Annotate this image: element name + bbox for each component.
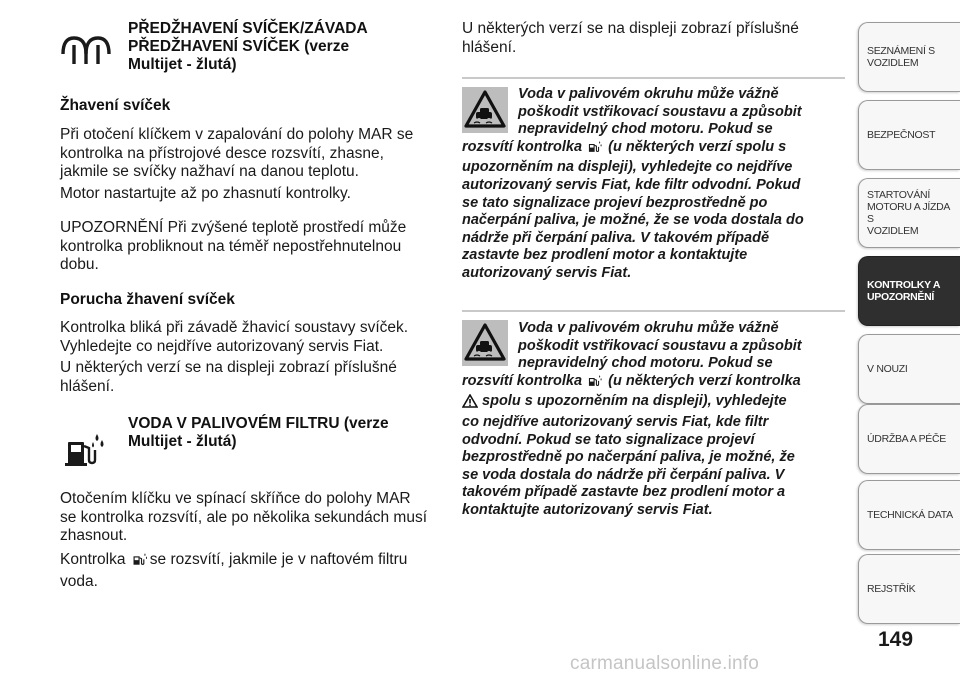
glow-plug-icon xyxy=(60,30,112,75)
tab-bezpecnost[interactable]: BEZPEČNOST xyxy=(858,100,960,170)
warning-water-fuel-1: Voda v palivovém okruhu může vážně poškodit vstřikovací soustavu a způsobit nepravidelný chod motoru. Pokud se rozsvítí kontrolka (u některých verzí spolu s upozorněním na displeji), vyhledejte co nejdříve autorizovaný servis Fiat, kde filtr odvodní. Pokud se tato signalizace projeví bezprostředně po načerpání paliva, je možné, že se voda dostala do nádrže při čerpání paliva. V takovém případě zastavte bez prodlení motor a kontaktujte autorizovaný servis Fiat. xyxy=(462,86,804,281)
section-heading-glow-plugs: PŘEDŽHAVENÍ SVÍČEK/ZÁVADA PŘEDŽHAVENÍ SVÍČEK (verze Multijet - žlutá) xyxy=(128,20,368,73)
page-number: 149 xyxy=(878,628,914,651)
water-in-fuel-icon xyxy=(586,373,604,394)
paragraph-notice: UPOZORNĚNÍ Při zvýšené teplotě prostředí může kontrolka probliknout na téměř nepostřehnutelnou dobu. xyxy=(60,219,407,273)
tab-seznameni-s-vozidlem[interactable]: SEZNÁMENÍ S VOZIDLEM xyxy=(858,22,960,92)
warning-separator xyxy=(462,310,845,312)
tab-rejstrik[interactable]: REJSTŘÍK xyxy=(858,554,960,624)
warning-separator xyxy=(462,77,845,79)
paragraph-intro: U některých verzí se na displeji zobrazí příslušné hlášení. xyxy=(462,20,799,56)
tab-technicka-data[interactable]: TECHNICKÁ DATA xyxy=(858,480,960,550)
subheading-glow-plug-heating: Žhavení svíček xyxy=(60,97,171,114)
paragraph-start-engine: Motor nastartujte až po zhasnutí kontrolky. xyxy=(60,185,351,202)
water-in-fuel-icon xyxy=(586,139,604,160)
water-in-fuel-icon xyxy=(130,551,150,573)
watermark: carmanualsonline.info xyxy=(570,653,760,674)
tab-v-nouzi[interactable]: V NOUZI xyxy=(858,334,960,404)
paragraph-water-key: Otočením klíčku ve spínací skříňce do polohy MAR se kontrolka rozsvítí, ale po několika sekundách musí zhasnout. xyxy=(60,490,428,544)
tab-kontrolky-a-upozorneni[interactable]: KONTROLKY A UPOZORNĚNÍ xyxy=(858,256,960,326)
subheading-glow-plug-failure: Porucha žhavení svíček xyxy=(60,291,235,308)
warning-water-fuel-2: Voda v palivovém okruhu může vážně poškodit vstřikovací soustavu a způsobit nepravidelný chod motoru. Pokud se rozsvítí kontrolka (u některých verzí kontrolka spolu s upozorněním na displeji), vyhledejte co nejdříve autorizovaný servis Fiat, kde filtr odvodní. Pokud se tato signalizace projeví bezprostředně po načerpání paliva, je možné, že se voda dostala do nádrže při čerpání paliva. V takovém případě zastavte bez prodlení motor a kontaktujte autorizovaný servis Fiat. xyxy=(462,320,802,518)
water-in-fuel-icon xyxy=(64,428,106,475)
tab-startovani-motoru[interactable]: STARTOVÁNÍ MOTORU A JÍZDA S VOZIDLEM xyxy=(858,178,960,248)
paragraph-display-message: U některých verzí se na displeji zobrazí příslušné hlášení. xyxy=(60,359,397,395)
tab-udrzba-a-pece[interactable]: ÚDRŽBA A PÉČE xyxy=(858,404,960,474)
paragraph-heating: Při otočení klíčkem v zapalování do polohy MAR se kontrolka na přístrojové desce rozsvítí, zhasne, jakmile se svíčky nažhaví na danou teplotu. xyxy=(60,126,414,180)
paragraph-water-indicator: Kontrolka se rozsvítí, jakmile je v naftovém filtru voda. xyxy=(60,551,408,590)
paragraph-failure: Kontrolka bliká při závadě žhavicí soustavy svíček. Vyhledejte co nejdříve autorizovaný servis Fiat. xyxy=(60,319,409,355)
section-heading-water-in-fuel: VODA V PALIVOVÉM FILTRU (verze Multijet - žlutá) xyxy=(128,415,389,450)
warning-triangle-icon xyxy=(462,394,478,414)
